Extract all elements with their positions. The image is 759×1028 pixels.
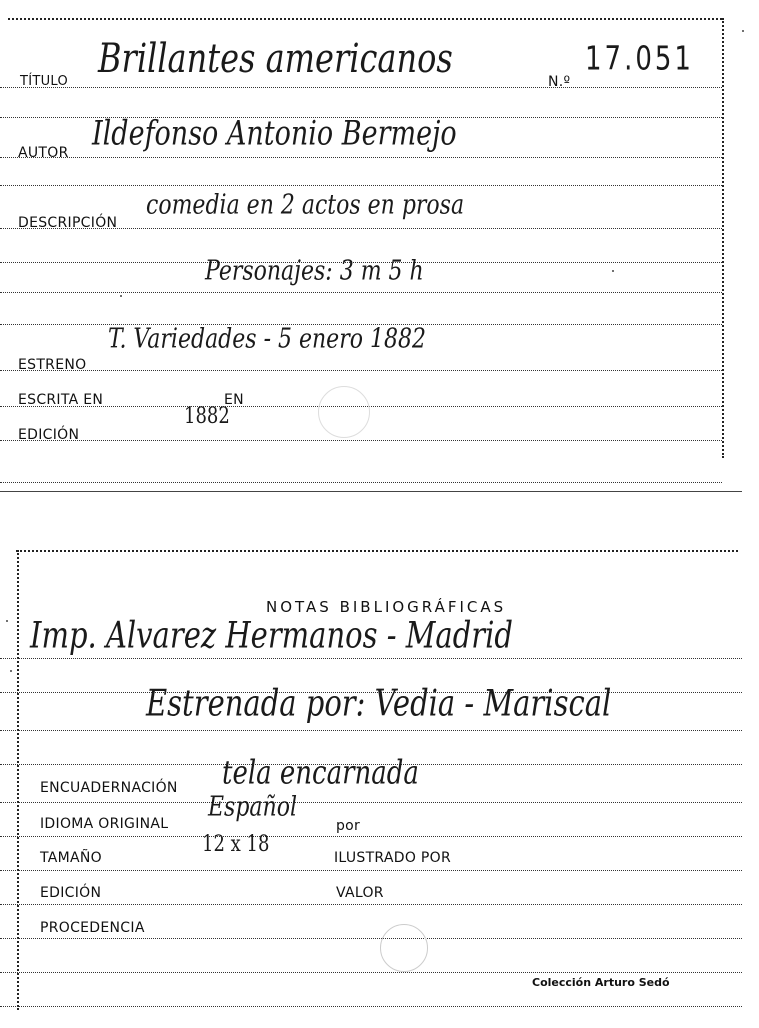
rule-line: [0, 185, 722, 186]
speck: [742, 30, 744, 32]
notes-title: NOTAS BIBLIOGRÁFICAS: [266, 598, 507, 616]
speck: [6, 620, 8, 622]
idioma-original-value: Español: [208, 791, 297, 823]
card-divider: [0, 491, 742, 492]
rule-line: [0, 482, 722, 483]
rule-line: [0, 87, 722, 88]
speck: [612, 270, 614, 272]
descripcion-label: DESCRIPCIÓN: [18, 215, 118, 231]
rule-line: [0, 938, 742, 939]
idioma-original-label: IDIOMA ORIGINAL: [40, 816, 169, 832]
smudge-mark: [380, 924, 428, 972]
escrita-en-label: ESCRITA EN: [18, 392, 104, 408]
autor-label: AUTOR: [18, 145, 69, 161]
en-label: EN: [224, 392, 244, 408]
edicion-value: 1882: [184, 402, 230, 429]
edicion-label: EDICIÓN: [18, 427, 80, 443]
estreno-label: ESTRENO: [18, 357, 87, 373]
procedencia-label: PROCEDENCIA: [40, 920, 145, 936]
note-line-premiered: Estrenada por: Vedia - Mariscal: [146, 681, 612, 724]
rule-line: [0, 870, 742, 871]
valor-label: VALOR: [336, 885, 384, 901]
card-border-right: [722, 18, 724, 458]
encuadernacion-value: tela encarnada: [222, 754, 419, 792]
rule-line: [0, 972, 742, 973]
rule-line: [0, 658, 742, 659]
card-border-top: [16, 550, 738, 552]
rule-line: [0, 370, 722, 371]
rule-line: [0, 1006, 742, 1007]
por-label: por: [336, 818, 361, 834]
smudge-mark: [318, 386, 370, 438]
catalog-card-front: [0, 0, 759, 490]
catalog-card-back: [0, 540, 759, 1028]
rule-line: [0, 836, 742, 837]
rule-line: [0, 802, 742, 803]
titulo-value: Brillantes americanos: [98, 34, 453, 82]
speck: [10, 670, 12, 672]
encuadernacion-label: ENCUADERNACIÓN: [40, 780, 178, 796]
rule-line: [0, 904, 742, 905]
tamano-value: 12 x 18: [202, 830, 270, 857]
rule-line: [0, 730, 742, 731]
personajes-value: Personajes: 3 m 5 h: [205, 255, 424, 287]
collection-footer: Colección Arturo Sedó: [532, 976, 670, 989]
speck: [120, 295, 122, 297]
card-border-left: [17, 550, 19, 1010]
card-border-top: [8, 18, 722, 20]
autor-value: Ildefonso Antonio Bermejo: [92, 114, 457, 153]
rule-line: [0, 157, 722, 158]
estreno-value: T. Variedades - 5 enero 1882: [108, 323, 426, 355]
descripcion-value: comedia en 2 actos en prosa: [146, 189, 465, 221]
edicion-label: EDICIÓN: [40, 885, 102, 901]
titulo-label: TÍTULO: [20, 74, 69, 89]
numero-label: N.º: [548, 74, 571, 90]
ilustrado-por-label: ILUSTRADO POR: [334, 850, 451, 866]
rule-line: [0, 440, 722, 441]
tamano-label: TAMAÑO: [40, 850, 102, 866]
rule-line: [0, 292, 722, 293]
note-line-printer: Imp. Alvarez Hermanos - Madrid: [30, 613, 513, 656]
numero-value: 17.051: [585, 40, 694, 78]
